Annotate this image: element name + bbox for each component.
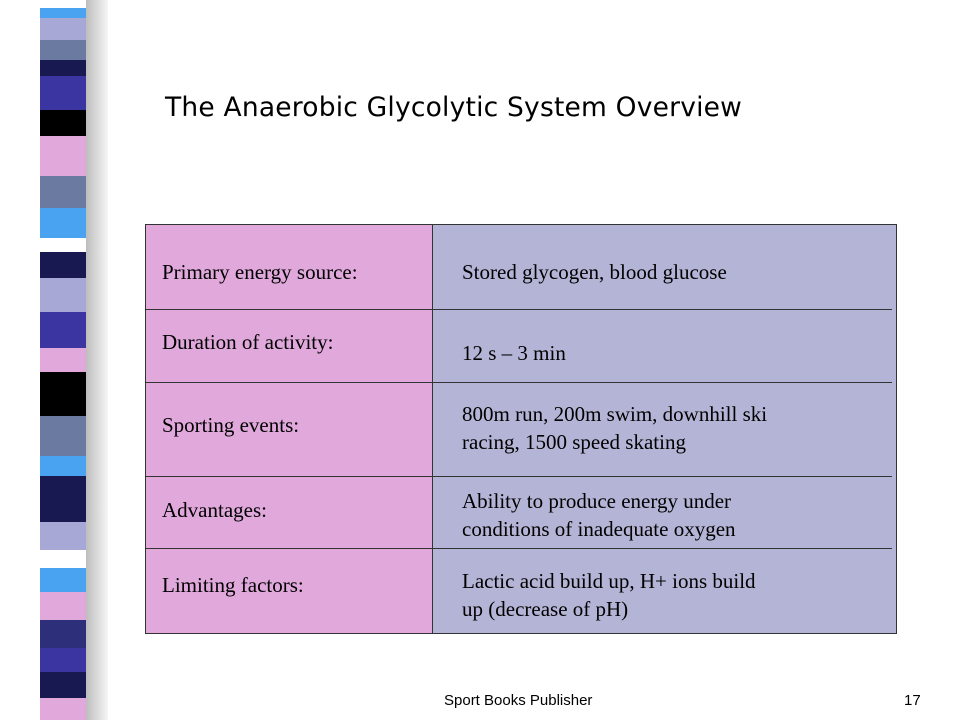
stripe-block <box>40 648 86 672</box>
decorative-stripe <box>0 0 108 720</box>
stripe-block <box>40 592 86 620</box>
stripe-block <box>40 238 86 252</box>
stripe-block <box>40 0 86 8</box>
stripe-block <box>40 18 86 40</box>
stripe-shadow <box>86 0 108 720</box>
stripe-block <box>40 8 86 18</box>
footer-publisher: Sport Books Publisher <box>444 692 593 709</box>
value-limiting-factors-line1: Lactic acid build up, H+ ions build <box>462 569 756 593</box>
stripe-block <box>40 60 86 76</box>
overview-table <box>145 224 897 634</box>
stripe-block <box>40 476 86 522</box>
stripe-block <box>40 76 86 110</box>
stripe-block <box>40 136 86 176</box>
stripe-block <box>40 110 86 136</box>
stripe-block <box>40 620 86 648</box>
value-duration-of-activity: 12 s – 3 min <box>462 341 566 365</box>
label-limiting-factors: Limiting factors: <box>162 573 304 597</box>
stripe-block <box>40 278 86 312</box>
value-limiting-factors-line2: up (decrease of pH) <box>462 597 629 621</box>
value-primary-energy-source: Stored glycogen, blood glucose <box>462 260 727 284</box>
row-divider <box>146 476 892 477</box>
stripe-block <box>40 456 86 476</box>
label-advantages: Advantages: <box>162 498 267 522</box>
label-sporting-events: Sporting events: <box>162 413 300 437</box>
stripe-block <box>40 522 86 550</box>
row-divider <box>146 548 892 549</box>
stripe-block <box>40 698 86 720</box>
slide-title: The Anaerobic Glycolytic System Overview <box>165 92 743 123</box>
stripe-block <box>40 208 86 238</box>
stripe-block <box>40 176 86 208</box>
value-advantages-line2: conditions of inadequate oxygen <box>462 517 736 541</box>
footer-page-number: 17 <box>904 692 921 709</box>
row-divider <box>146 382 892 383</box>
stripe-block <box>40 416 86 456</box>
stripe-block <box>40 312 86 348</box>
label-primary-energy-source: Primary energy source: <box>162 260 358 284</box>
stripe-block <box>40 348 86 372</box>
stripe-block <box>40 568 86 592</box>
row-divider <box>146 309 892 310</box>
value-sporting-events-line2: racing, 1500 speed skating <box>462 430 686 454</box>
stripe-block <box>40 40 86 60</box>
label-duration-of-activity: Duration of activity: <box>162 330 334 354</box>
stripe-block <box>40 252 86 278</box>
value-sporting-events-line1: 800m run, 200m swim, downhill ski <box>462 402 768 426</box>
stripe-block <box>40 550 86 568</box>
stripe-block <box>40 672 86 698</box>
value-advantages-line1: Ability to produce energy under <box>462 489 732 513</box>
stripe-block <box>40 372 86 416</box>
